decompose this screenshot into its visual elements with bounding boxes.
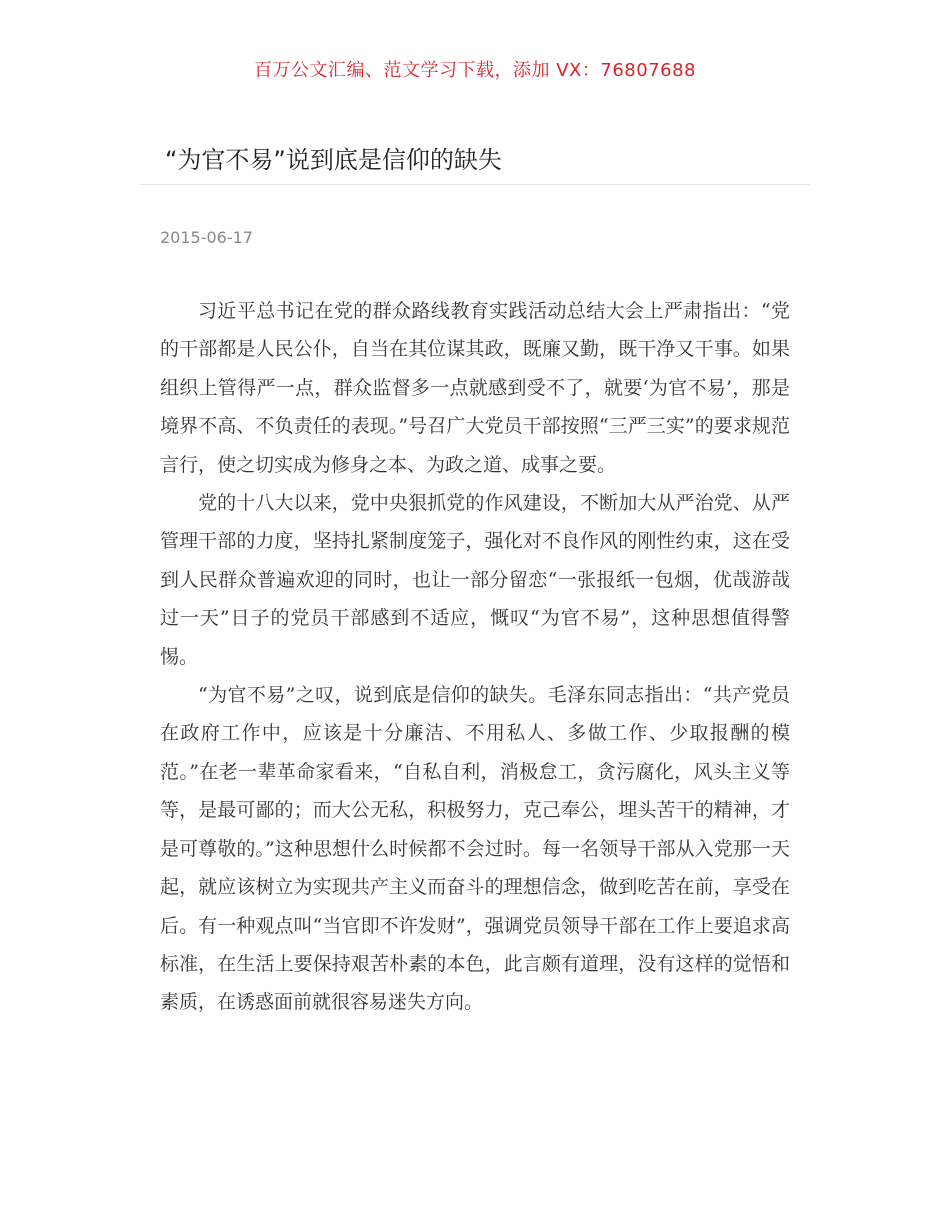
publish-date: 2015-06-17	[160, 228, 253, 247]
title-divider	[140, 184, 810, 185]
paragraph-1: 习近平总书记在党的群众路线教育实践活动总结大会上严肃指出：“党的干部都是人民公仆，自当在其位谋其政，既廉又勤，既干净又干事。如果组织上管得严一点，群众监督多一点就感到受不了，就要‘为官不易’，那是境界不高、不负责任的表现。”号召广大党员干部按照“三严三实”的要求规范言行，使之切实成为修身之本、为政之道、成事之要。	[160, 300, 790, 476]
article-title: “为官不易”说到底是信仰的缺失	[165, 146, 502, 174]
paragraph-3: “为官不易”之叹，说到底是信仰的缺失。毛泽东同志指出：“共产党员在政府工作中，应该是十分廉洁、不用私人、多做工作、少取报酬的模范。”在老一辈革命家看来，“自私自利，消极怠工，贪污腐化，风头主义等等，是最可鄙的；而大公无私，积极努力，克己奉公，埋头苦干的精神，才是可尊敬的。”这种思想什么时候都不会过时。每一名领导干部从入党那一天起，就应该树立为实现共产主义而奋斗的理想信念，做到吃苦在前，享受在后。有一种观点叫“当官即不许发财”，强调党员领导干部在工作上要追求高标准，在生活上要保持艰苦朴素的本色，此言颇有道理，没有这样的觉悟和素质，在诱惑面前就很容易迷失方向。	[160, 684, 790, 1014]
header-banner: 百万公文汇编、范文学习下载，添加 VX：76807688	[254, 60, 696, 81]
article-body	[160, 292, 790, 1022]
paragraph-2: 党的十八大以来，党中央狠抓党的作风建设，不断加大从严治党、从严管理干部的力度，坚持扎紧制度笼子，强化对不良作风的刚性约束，这在受到人民群众普遍欢迎的同时，也让一部分留恋“一张报纸一包烟，优哉游哉过一天”日子的党员干部感到不适应，慨叹“为官不易”，这种思想值得警惕。	[160, 492, 790, 668]
